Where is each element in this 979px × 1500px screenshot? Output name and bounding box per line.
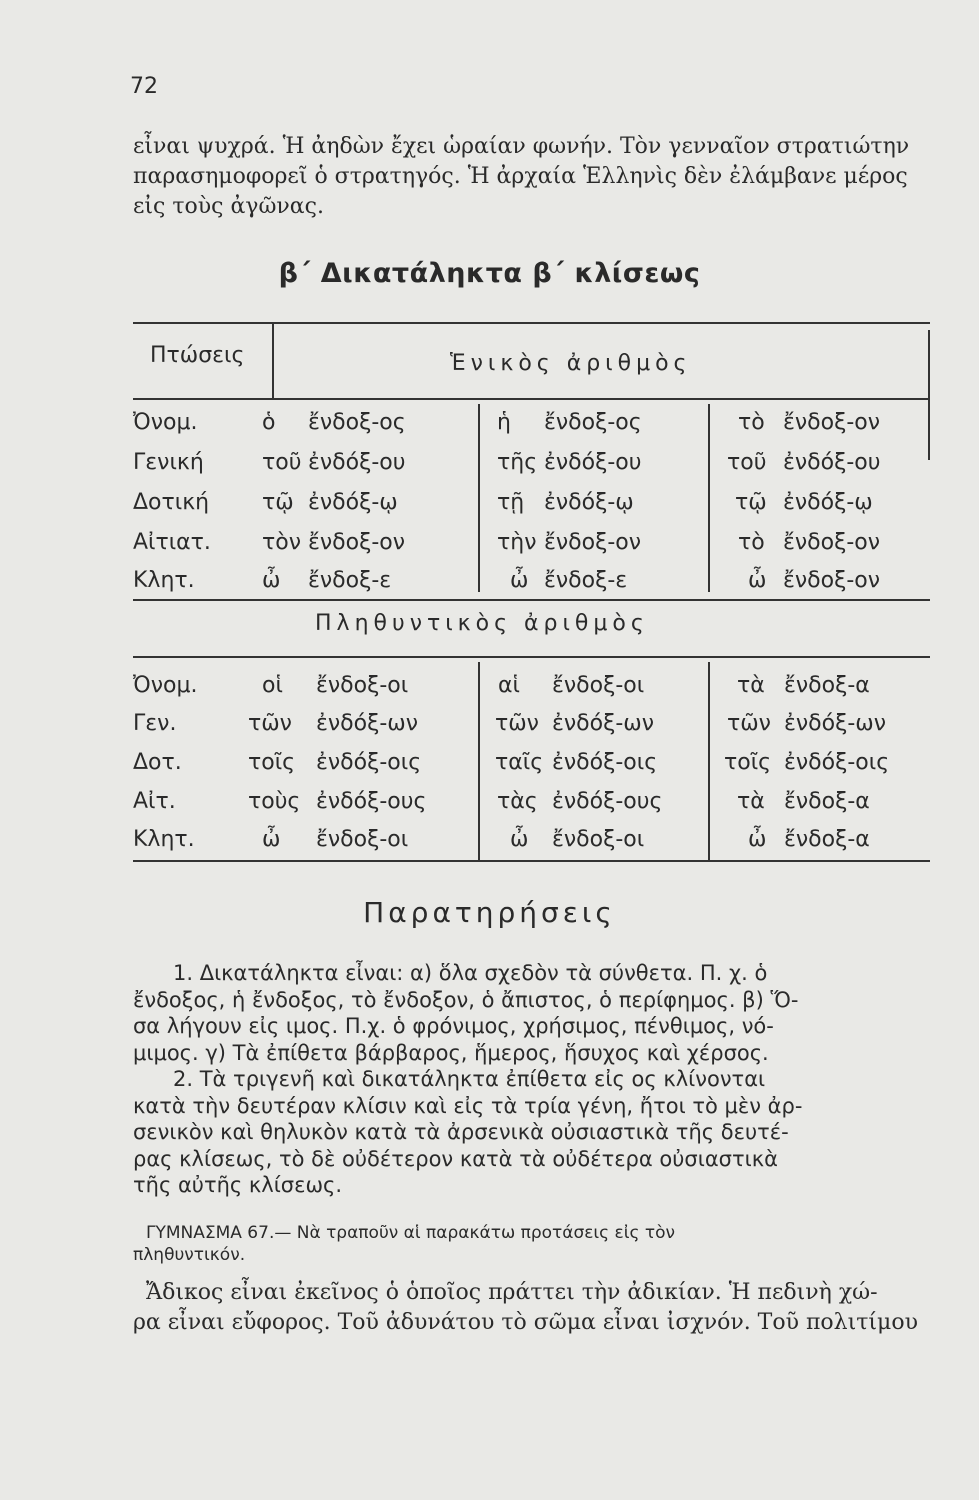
masc-form: ἐνδόξ-ου	[308, 450, 406, 475]
remarks-paragraph	[133, 960, 933, 1199]
header-bottom-rule	[133, 398, 930, 400]
fem-form: ἔνδοξ-οι	[552, 827, 645, 852]
header-cases: Πτώσεις	[150, 343, 245, 368]
masc-article: τῶν	[248, 711, 292, 736]
header-divider	[272, 322, 274, 398]
neut-article: τοῖς	[724, 750, 772, 775]
neut-form: ἔνδοξ-α	[784, 673, 870, 698]
remarks-line: ρας κλίσεως, τὸ δὲ οὐδέτερον κατὰ τὰ οὐδέτερα οὐσιαστικὰ	[133, 1146, 778, 1171]
header-singular: Ἑνικὸς ἀριθμὸς	[450, 351, 692, 376]
masc-article: ὦ	[262, 568, 281, 593]
neut-article: τὰ	[737, 673, 765, 698]
fem-article: τῶν	[495, 711, 539, 736]
neut-form: ἔνδοξ-ον	[783, 410, 881, 435]
masc-article: ὁ	[262, 410, 276, 435]
exercise-heading	[133, 1222, 933, 1266]
fem-form: ἐνδόξ-ῳ	[544, 490, 634, 515]
exercise-line: ΓΥΜΝΑΣΜΑ 67.— Νὰ τραποῦν αἱ παρακάτω προτάσεις εἰς τὸν	[146, 1223, 676, 1243]
remarks-title: Παρατηρήσεις	[363, 896, 616, 929]
header-plural: Πληθυντικὸς ἀριθμὸς	[315, 611, 649, 636]
neut-form: ἐνδόξ-ου	[783, 450, 881, 475]
case-label: Κλητ.	[133, 568, 195, 593]
table-top-rule	[133, 322, 930, 324]
plural-col-divider-1	[478, 662, 480, 862]
remarks-line: τῆς αὐτῆς κλίσεως.	[133, 1173, 343, 1197]
masc-form: ἐνδόξ-ῳ	[308, 490, 398, 515]
remarks-line: 1. Δικατάληκτα εἶναι: α) ὅλα σχεδὸν τὰ σύνθετα. Π. χ. ὁ	[173, 961, 768, 985]
table-right-border	[928, 330, 930, 460]
masc-article: οἱ	[262, 673, 283, 698]
fem-article: τὰς	[497, 789, 538, 814]
neut-form: ἔνδοξ-ον	[783, 530, 881, 555]
fem-form: ἔνδοξ-ε	[544, 568, 628, 593]
masc-article: τὸν	[262, 530, 301, 555]
remarks-line: κατὰ τὴν δευτέραν κλίσιν καὶ εἰς τὰ τρία γένη, ἤτοι τὸ μὲν ἀρ-	[133, 1093, 803, 1118]
plural-header-rule	[133, 656, 930, 658]
neut-article: ὦ	[748, 568, 767, 593]
intro-paragraph	[133, 132, 933, 222]
remarks-line: μιμος. γ) Τὰ ἐπίθετα βάρβαρος, ἥμερος, ἥσυχος καὶ χέρσος.	[133, 1040, 769, 1065]
masc-article: ὦ	[262, 827, 281, 852]
neut-article: τὸ	[738, 410, 765, 435]
case-label: Αἰτ.	[133, 789, 176, 814]
neut-form: ἔνδοξ-α	[784, 789, 870, 814]
page-number: 72	[130, 74, 158, 99]
neut-article: τὸ	[738, 530, 765, 555]
case-label: Δοτ.	[133, 750, 182, 775]
remarks-line: ἔνδοξος, ἡ ἔνδοξος, τὸ ἔνδοξον, ὁ ἄπιστος, ὁ περίφημος. β) Ὅ-	[133, 987, 799, 1012]
masc-form: ἔνδοξ-ος	[308, 410, 406, 435]
fem-form: ἔνδοξ-ον	[544, 530, 642, 555]
fem-form: ἐνδόξ-ους	[552, 789, 663, 814]
masc-form: ἔνδοξ-οι	[316, 673, 409, 698]
neut-form: ἐνδόξ-οις	[784, 750, 890, 775]
singular-bottom-rule	[133, 599, 930, 601]
neut-article: τῷ	[735, 490, 767, 515]
masc-article: τοῦ	[262, 450, 302, 475]
neut-article: τὰ	[737, 789, 765, 814]
remarks-line: 2. Τὰ τριγενῆ καὶ δικατάληκτα ἐπίθετα εἰς ος κλίνονται	[173, 1067, 766, 1091]
masc-article: τοὺς	[248, 789, 301, 814]
case-label: Κλητ.	[133, 827, 195, 852]
fem-article: ἡ	[497, 410, 511, 435]
remarks-line: σα λήγουν εἰς ιμος. Π.χ. ὁ φρόνιμος, χρήσιμος, πένθιμος, νό-	[133, 1014, 774, 1038]
remarks-line: σενικὸν καὶ θηλυκὸν κατὰ τὰ ἀρσενικὰ οὐσιαστικὰ τῆς δευτέ-	[133, 1120, 789, 1144]
neut-form: ἐνδόξ-ων	[784, 711, 887, 736]
intro-line: εἰς τοὺς ἀγῶνας.	[133, 194, 324, 219]
fem-form: ἔνδοξ-ος	[544, 410, 642, 435]
fem-article: ὦ	[510, 568, 529, 593]
fem-article: αἱ	[498, 673, 520, 698]
fem-form: ἔνδοξ-οι	[552, 673, 645, 698]
fem-article: τῆς	[497, 450, 538, 475]
case-label: Δοτική	[133, 490, 210, 515]
intro-line: εἶναι ψυχρά. Ἡ ἀηδὼν ἔχει ὡραίαν φωνήν. Τὸν γενναῖον στρατιώτην	[133, 134, 910, 159]
neut-form: ἐνδόξ-ῳ	[783, 490, 873, 515]
masc-form: ἐνδόξ-οις	[316, 750, 422, 775]
case-label: Ὀνομ.	[133, 410, 198, 435]
masc-article: τοῖς	[248, 750, 296, 775]
sentence-line: ρα εἶναι εὔφορος. Τοῦ ἀδυνάτου τὸ σῶμα εἶναι ἰσχνόν. Τοῦ πολιτίμου	[133, 1310, 918, 1335]
neut-article: τοῦ	[727, 450, 767, 475]
exercise-sentences	[133, 1278, 933, 1338]
case-label: Ὀνομ.	[133, 673, 198, 698]
fem-form: ἐνδόξ-ων	[552, 711, 655, 736]
case-label: Γενική	[133, 450, 204, 475]
fem-form: ἐνδόξ-ου	[544, 450, 642, 475]
fem-article: τὴν	[497, 530, 537, 555]
singular-col-divider-1	[478, 404, 480, 592]
case-label: Γεν.	[133, 711, 177, 736]
neut-form: ἔνδοξ-ον	[783, 568, 881, 593]
sentence-line: Ἄδικος εἶναι ἐκεῖνος ὁ ὁποῖος πράττει τὴν ἀδικίαν. Ἡ πεδινὴ χώ-	[146, 1280, 878, 1305]
masc-form: ἔνδοξ-ε	[308, 568, 392, 593]
fem-article: ταῖς	[495, 750, 544, 775]
plural-col-divider-2	[708, 662, 710, 862]
neut-article: τῶν	[727, 711, 771, 736]
fem-article: τῇ	[497, 490, 525, 515]
neut-form: ἔνδοξ-α	[784, 827, 870, 852]
singular-col-divider-2	[708, 404, 710, 592]
section-title: β΄ Δικατάληκτα β΄ κλίσεως	[278, 258, 701, 289]
masc-form: ἔνδοξ-ον	[308, 530, 406, 555]
intro-line: παρασημοφορεῖ ὁ στρατηγός. Ἡ ἀρχαία Ἑλληνὶς δὲν ἐλάμβανε μέρος	[133, 164, 908, 189]
masc-article: τῷ	[262, 490, 294, 515]
masc-form: ἐνδόξ-ους	[316, 789, 427, 814]
fem-article: ὦ	[510, 827, 529, 852]
masc-form: ἐνδόξ-ων	[316, 711, 419, 736]
masc-form: ἔνδοξ-οι	[316, 827, 409, 852]
neut-article: ὦ	[748, 827, 767, 852]
case-label: Αἰτιατ.	[133, 530, 211, 555]
exercise-line: πληθυντικόν.	[133, 1245, 246, 1265]
table-bottom-rule	[133, 860, 930, 862]
fem-form: ἐνδόξ-οις	[552, 750, 658, 775]
